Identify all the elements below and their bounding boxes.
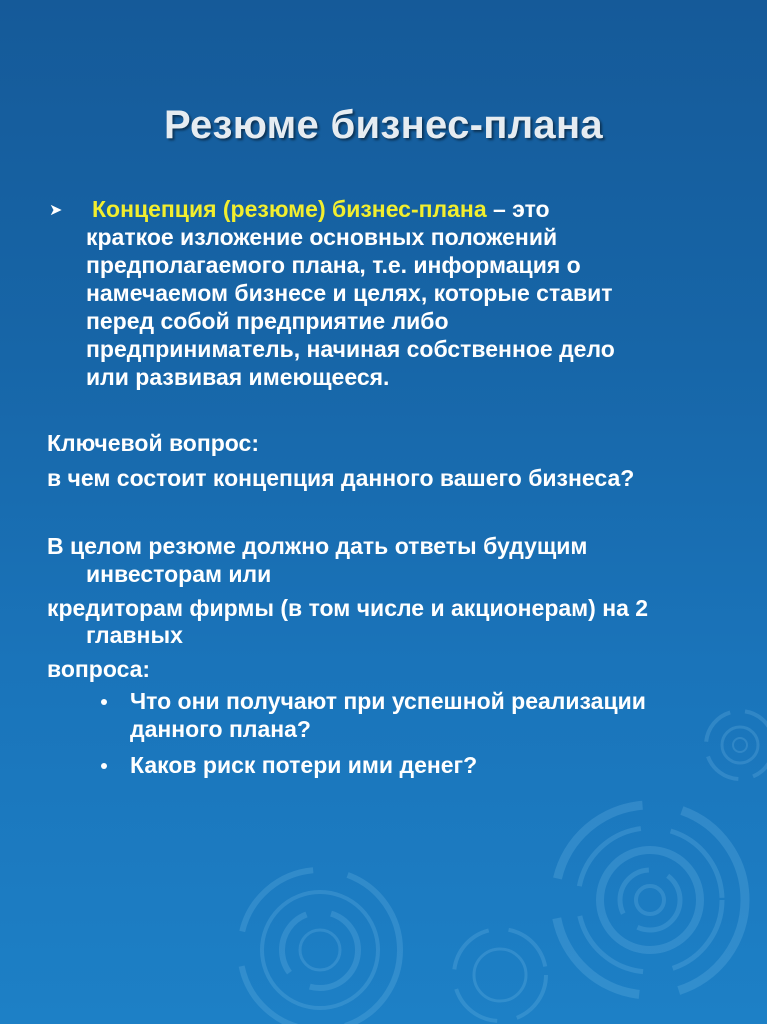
key-question-text: в чем состоит концепция данного вашего бизнеса? (47, 465, 635, 491)
bullet1-line: перед собой предприятие либо (86, 308, 449, 334)
dot-bullet-icon (101, 699, 107, 705)
summary-line: инвесторам или (86, 561, 272, 587)
summary-line: главных (86, 622, 183, 648)
bullet1-line: или развивая имеющееся. (86, 364, 390, 390)
key-question-label: Ключевой вопрос: (47, 430, 259, 456)
question-line: Что они получают при успешной реализации (130, 688, 646, 714)
question-line: данного плана? (130, 716, 311, 742)
concept-term: Концепция (резюме) бизнес-плана (92, 196, 487, 222)
bullet1-first-line (92, 196, 550, 223)
summary-line: вопроса: (47, 656, 151, 682)
bullet1-line: предприниматель, начиная собственное дело (86, 336, 615, 362)
concept-dash: – это (493, 196, 550, 222)
bullet1-line: предполагаемого плана, т.е. информация о (86, 252, 581, 278)
bullet1-line: краткое изложение основных положений (86, 224, 558, 250)
summary-line: В целом резюме должно дать ответы будущим (47, 533, 588, 559)
summary-line: кредиторам фирмы (в том числе и акционерам) на 2 (47, 595, 649, 621)
bullet1-line: намечаемом бизнесе и целях, которые ставит (86, 280, 613, 306)
question-line: Каков риск потери ими денег? (130, 752, 478, 778)
arrowhead-bullet-icon: ➤ (49, 202, 63, 219)
slide-title: Резюме бизнес-плана (164, 103, 603, 147)
dot-bullet-icon (101, 763, 107, 769)
